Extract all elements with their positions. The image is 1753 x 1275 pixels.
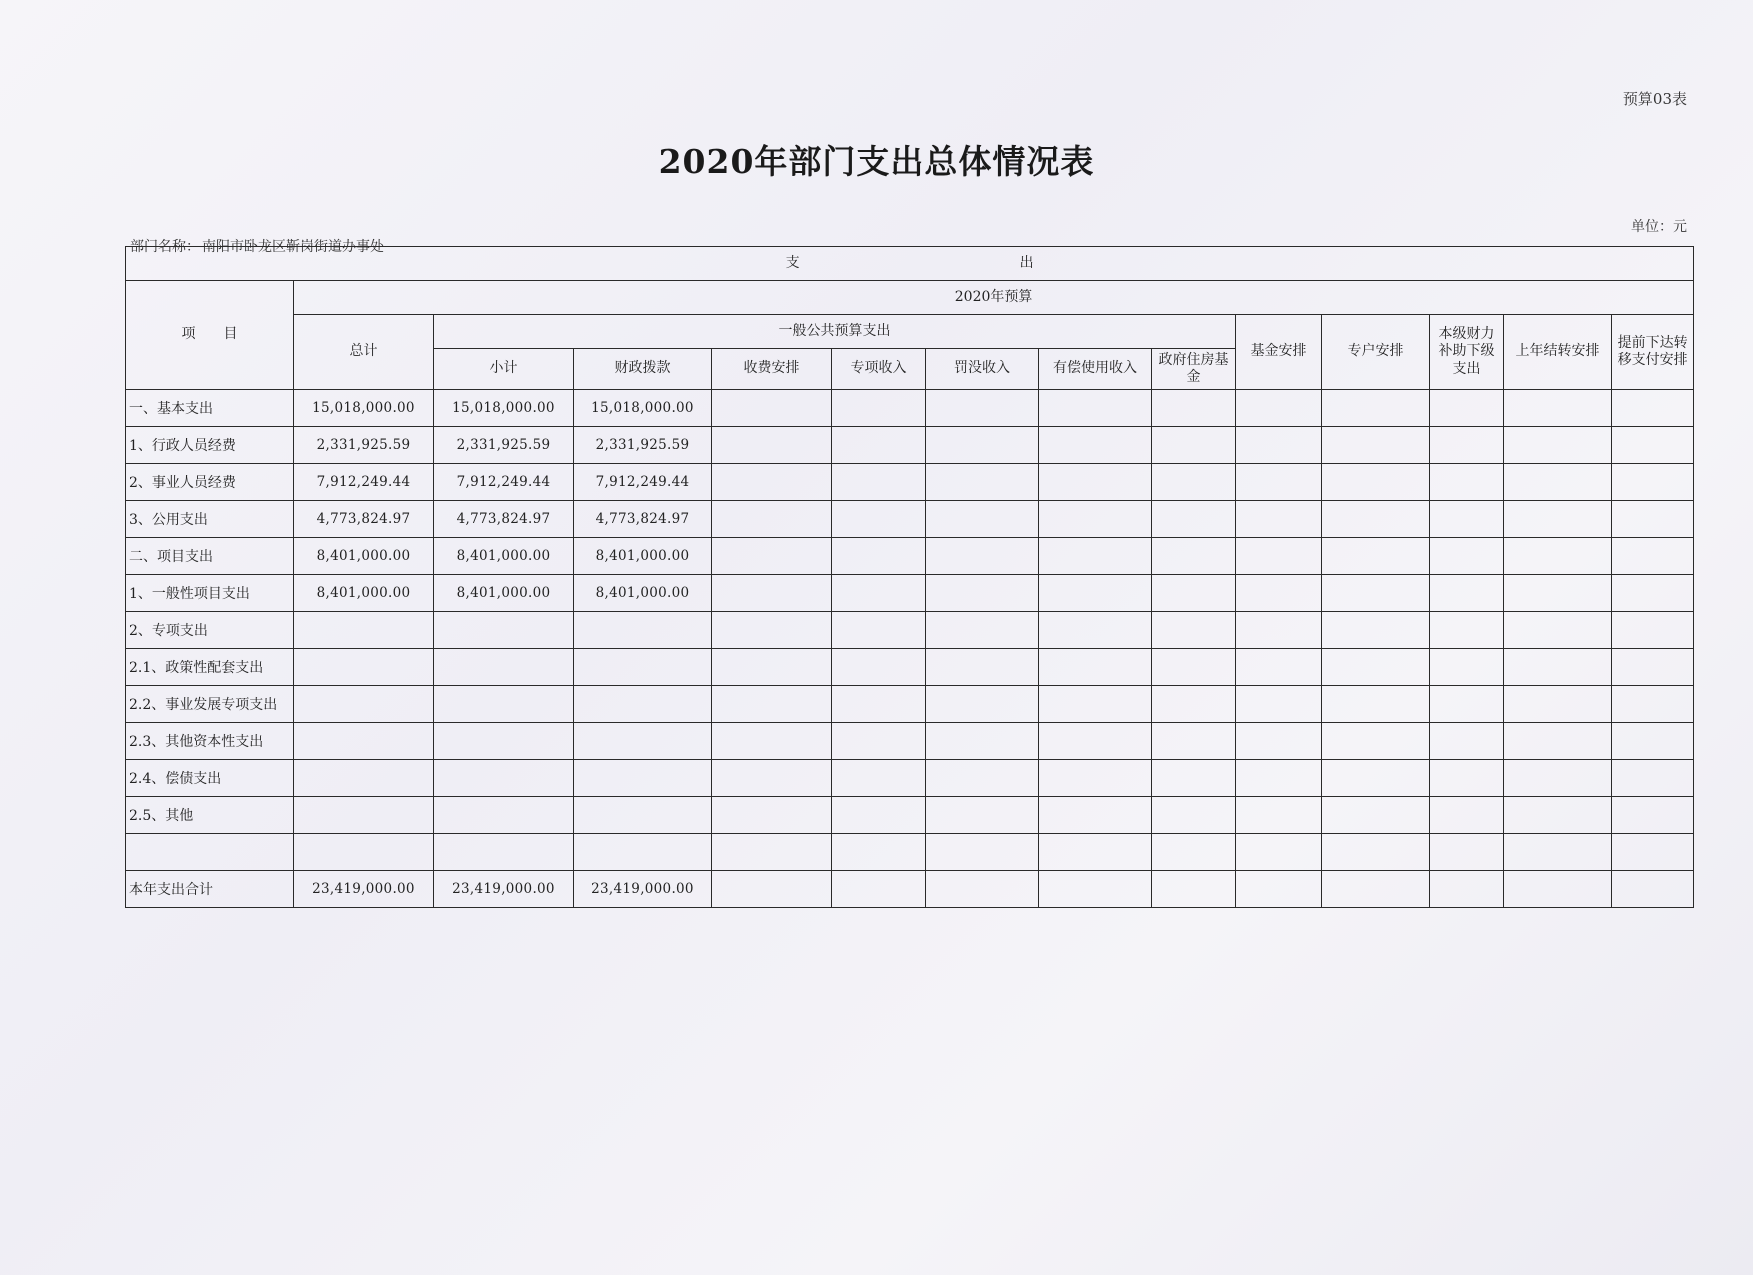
row-label: 2.1、政策性配套支出 xyxy=(126,649,294,686)
empty-cell xyxy=(1152,723,1236,760)
cell-fiscal xyxy=(574,612,712,649)
empty-cell xyxy=(1236,760,1322,797)
empty-cell xyxy=(1152,871,1236,908)
empty-cell xyxy=(1236,575,1322,612)
table-body xyxy=(126,390,1694,908)
empty-cell xyxy=(1152,612,1236,649)
cell-fiscal xyxy=(574,723,712,760)
empty-cell xyxy=(1612,501,1694,538)
empty-cell xyxy=(926,760,1039,797)
empty-cell xyxy=(1236,871,1322,908)
cell-total xyxy=(294,760,434,797)
empty-cell xyxy=(1322,686,1430,723)
empty-cell xyxy=(1322,649,1430,686)
empty-cell xyxy=(1430,871,1504,908)
empty-cell xyxy=(1612,723,1694,760)
header-fund: 基金安排 xyxy=(1236,315,1322,390)
header-year-budget: 2020年预算 xyxy=(294,281,1694,315)
empty-cell xyxy=(1322,871,1430,908)
empty-cell xyxy=(1504,427,1612,464)
cell-fiscal: 8,401,000.00 xyxy=(574,538,712,575)
empty-cell xyxy=(1236,390,1322,427)
empty-cell xyxy=(1612,760,1694,797)
cell-total: 15,018,000.00 xyxy=(294,390,434,427)
empty-cell xyxy=(1039,612,1152,649)
empty-cell xyxy=(712,834,832,871)
empty-cell xyxy=(1504,834,1612,871)
cell-subtotal: 2,331,925.59 xyxy=(434,427,574,464)
empty-cell xyxy=(1236,427,1322,464)
empty-cell xyxy=(1430,390,1504,427)
header-fiscal: 财政拨款 xyxy=(574,349,712,390)
cell-total: 2,331,925.59 xyxy=(294,427,434,464)
header-expenditure-a: 支 xyxy=(785,254,800,271)
empty-cell xyxy=(1504,501,1612,538)
empty-cell xyxy=(1152,427,1236,464)
empty-cell xyxy=(712,649,832,686)
empty-cell xyxy=(926,834,1039,871)
empty-cell xyxy=(1612,427,1694,464)
header-paid-use: 有偿使用收入 xyxy=(1039,349,1152,390)
table-code: 预算03表 xyxy=(1622,90,1687,108)
empty-cell xyxy=(1039,427,1152,464)
empty-cell xyxy=(926,723,1039,760)
empty-cell xyxy=(1152,797,1236,834)
expenditure-table xyxy=(125,246,1694,908)
header-expenditure-b: 出 xyxy=(1019,254,1034,271)
cell-total xyxy=(294,723,434,760)
empty-cell xyxy=(712,390,832,427)
empty-cell xyxy=(926,464,1039,501)
empty-cell xyxy=(832,797,926,834)
empty-cell xyxy=(1039,834,1152,871)
table-row xyxy=(126,686,1694,723)
empty-cell xyxy=(1236,797,1322,834)
cell-fiscal xyxy=(574,797,712,834)
row-label: 一、基本支出 xyxy=(126,390,294,427)
empty-cell xyxy=(1322,834,1430,871)
table-row xyxy=(126,723,1694,760)
header-general-budget: 一般公共预算支出 xyxy=(434,315,1236,349)
row-label: 二、项目支出 xyxy=(126,538,294,575)
table-row xyxy=(126,871,1694,908)
cell-subtotal xyxy=(434,649,574,686)
empty-cell xyxy=(1612,686,1694,723)
table-row xyxy=(126,538,1694,575)
row-label xyxy=(126,834,294,871)
empty-cell xyxy=(1430,760,1504,797)
cell-fiscal xyxy=(574,686,712,723)
row-label: 2.3、其他资本性支出 xyxy=(126,723,294,760)
table-row xyxy=(126,834,1694,871)
empty-cell xyxy=(1039,760,1152,797)
header-expenditure xyxy=(126,247,1694,281)
empty-cell xyxy=(1152,464,1236,501)
empty-cell xyxy=(1612,871,1694,908)
table-row xyxy=(126,390,1694,427)
empty-cell xyxy=(1430,686,1504,723)
header-transfer: 提前下达转移支付安排 xyxy=(1612,315,1694,390)
row-label: 1、行政人员经费 xyxy=(126,427,294,464)
empty-cell xyxy=(1322,760,1430,797)
empty-cell xyxy=(1039,723,1152,760)
empty-cell xyxy=(1504,723,1612,760)
empty-cell xyxy=(1430,649,1504,686)
cell-subtotal: 23,419,000.00 xyxy=(434,871,574,908)
table-row xyxy=(126,797,1694,834)
row-label: 3、公用支出 xyxy=(126,501,294,538)
cell-total: 4,773,824.97 xyxy=(294,501,434,538)
empty-cell xyxy=(712,575,832,612)
empty-cell xyxy=(1430,723,1504,760)
cell-subtotal xyxy=(434,723,574,760)
empty-cell xyxy=(1236,834,1322,871)
empty-cell xyxy=(1236,538,1322,575)
empty-cell xyxy=(1504,760,1612,797)
empty-cell xyxy=(832,871,926,908)
cell-total xyxy=(294,686,434,723)
cell-subtotal xyxy=(434,760,574,797)
empty-cell xyxy=(832,649,926,686)
empty-cell xyxy=(1152,390,1236,427)
cell-subtotal: 8,401,000.00 xyxy=(434,575,574,612)
empty-cell xyxy=(1236,686,1322,723)
row-label: 2.4、偿债支出 xyxy=(126,760,294,797)
cell-subtotal: 15,018,000.00 xyxy=(434,390,574,427)
cell-total: 8,401,000.00 xyxy=(294,575,434,612)
empty-cell xyxy=(1039,464,1152,501)
empty-cell xyxy=(926,871,1039,908)
empty-cell xyxy=(1430,834,1504,871)
empty-cell xyxy=(1612,612,1694,649)
empty-cell xyxy=(1504,797,1612,834)
empty-cell xyxy=(1236,501,1322,538)
cell-subtotal: 7,912,249.44 xyxy=(434,464,574,501)
empty-cell xyxy=(1236,649,1322,686)
header-item: 项 目 xyxy=(126,281,294,390)
empty-cell xyxy=(1322,427,1430,464)
empty-cell xyxy=(712,538,832,575)
table-row xyxy=(126,464,1694,501)
empty-cell xyxy=(1236,612,1322,649)
cell-fiscal xyxy=(574,649,712,686)
empty-cell xyxy=(1322,612,1430,649)
empty-cell xyxy=(712,501,832,538)
department-name: 南阳市卧龙区靳岗街道办事处 xyxy=(202,239,384,255)
header-carryover: 上年结转安排 xyxy=(1504,315,1612,390)
cell-subtotal xyxy=(434,797,574,834)
empty-cell xyxy=(1039,501,1152,538)
cell-fiscal: 2,331,925.59 xyxy=(574,427,712,464)
empty-cell xyxy=(1039,649,1152,686)
cell-fiscal xyxy=(574,834,712,871)
empty-cell xyxy=(832,760,926,797)
empty-cell xyxy=(1152,834,1236,871)
cell-total xyxy=(294,834,434,871)
empty-cell xyxy=(832,464,926,501)
empty-cell xyxy=(832,538,926,575)
empty-cell xyxy=(926,427,1039,464)
empty-cell xyxy=(832,723,926,760)
empty-cell xyxy=(926,686,1039,723)
table-row xyxy=(126,575,1694,612)
empty-cell xyxy=(1236,723,1322,760)
header-fees: 收费安排 xyxy=(712,349,832,390)
empty-cell xyxy=(1612,538,1694,575)
table-row xyxy=(126,649,1694,686)
cell-total: 8,401,000.00 xyxy=(294,538,434,575)
empty-cell xyxy=(1039,871,1152,908)
cell-total: 7,912,249.44 xyxy=(294,464,434,501)
row-label: 2、事业人员经费 xyxy=(126,464,294,501)
empty-cell xyxy=(1612,834,1694,871)
empty-cell xyxy=(712,760,832,797)
header-fines: 罚没收入 xyxy=(926,349,1039,390)
empty-cell xyxy=(1430,797,1504,834)
row-label: 1、一般性项目支出 xyxy=(126,575,294,612)
empty-cell xyxy=(926,649,1039,686)
row-label: 2.5、其他 xyxy=(126,797,294,834)
cell-fiscal: 23,419,000.00 xyxy=(574,871,712,908)
cell-fiscal: 7,912,249.44 xyxy=(574,464,712,501)
empty-cell xyxy=(1322,390,1430,427)
empty-cell xyxy=(1612,575,1694,612)
empty-cell xyxy=(926,575,1039,612)
empty-cell xyxy=(1322,797,1430,834)
empty-cell xyxy=(926,797,1039,834)
empty-cell xyxy=(1504,871,1612,908)
header-subtotal: 小计 xyxy=(434,349,574,390)
empty-cell xyxy=(1612,649,1694,686)
empty-cell xyxy=(1612,797,1694,834)
empty-cell xyxy=(1322,723,1430,760)
empty-cell xyxy=(832,390,926,427)
empty-cell xyxy=(1152,760,1236,797)
row-label: 2、专项支出 xyxy=(126,612,294,649)
empty-cell xyxy=(1504,649,1612,686)
cell-subtotal xyxy=(434,686,574,723)
empty-cell xyxy=(712,723,832,760)
empty-cell xyxy=(832,612,926,649)
header-special-income: 专项收入 xyxy=(832,349,926,390)
table-row xyxy=(126,612,1694,649)
empty-cell xyxy=(1504,575,1612,612)
cell-total xyxy=(294,649,434,686)
empty-cell xyxy=(1152,649,1236,686)
cell-total xyxy=(294,612,434,649)
table-row xyxy=(126,427,1694,464)
empty-cell xyxy=(1430,427,1504,464)
empty-cell xyxy=(926,538,1039,575)
empty-cell xyxy=(1430,464,1504,501)
empty-cell xyxy=(832,501,926,538)
empty-cell xyxy=(1039,390,1152,427)
empty-cell xyxy=(832,575,926,612)
empty-cell xyxy=(926,501,1039,538)
header-housing-fund: 政府住房基金 xyxy=(1152,349,1236,390)
cell-subtotal xyxy=(434,834,574,871)
page-title: 2020年部门支出总体情况表 xyxy=(658,142,1095,181)
empty-cell xyxy=(926,612,1039,649)
empty-cell xyxy=(1039,686,1152,723)
header-subsidy: 本级财力补助下级支出 xyxy=(1430,315,1504,390)
empty-cell xyxy=(1152,501,1236,538)
unit-label: 单位：元 xyxy=(1631,219,1687,235)
empty-cell xyxy=(1236,464,1322,501)
row-label: 2.2、事业发展专项支出 xyxy=(126,686,294,723)
empty-cell xyxy=(1039,797,1152,834)
empty-cell xyxy=(1612,464,1694,501)
empty-cell xyxy=(832,427,926,464)
empty-cell xyxy=(1430,575,1504,612)
cell-total xyxy=(294,797,434,834)
empty-cell xyxy=(712,871,832,908)
cell-subtotal: 8,401,000.00 xyxy=(434,538,574,575)
header-special-account: 专户安排 xyxy=(1322,315,1430,390)
empty-cell xyxy=(1322,575,1430,612)
empty-cell xyxy=(1430,612,1504,649)
cell-subtotal xyxy=(434,612,574,649)
empty-cell xyxy=(1612,390,1694,427)
empty-cell xyxy=(712,464,832,501)
empty-cell xyxy=(1504,390,1612,427)
cell-fiscal xyxy=(574,760,712,797)
empty-cell xyxy=(1504,538,1612,575)
cell-fiscal: 15,018,000.00 xyxy=(574,390,712,427)
empty-cell xyxy=(712,612,832,649)
table-row xyxy=(126,760,1694,797)
empty-cell xyxy=(1430,538,1504,575)
table-row xyxy=(126,501,1694,538)
empty-cell xyxy=(926,390,1039,427)
empty-cell xyxy=(1430,501,1504,538)
cell-fiscal: 4,773,824.97 xyxy=(574,501,712,538)
empty-cell xyxy=(1152,575,1236,612)
empty-cell xyxy=(1152,686,1236,723)
row-label: 本年支出合计 xyxy=(126,871,294,908)
empty-cell xyxy=(1322,501,1430,538)
empty-cell xyxy=(1322,464,1430,501)
empty-cell xyxy=(1039,575,1152,612)
empty-cell xyxy=(832,834,926,871)
empty-cell xyxy=(1152,538,1236,575)
cell-subtotal: 4,773,824.97 xyxy=(434,501,574,538)
empty-cell xyxy=(832,686,926,723)
empty-cell xyxy=(712,797,832,834)
empty-cell xyxy=(1504,686,1612,723)
cell-fiscal: 8,401,000.00 xyxy=(574,575,712,612)
empty-cell xyxy=(1504,612,1612,649)
header-total: 总计 xyxy=(294,315,434,390)
empty-cell xyxy=(712,686,832,723)
department-label: 部门名称： xyxy=(130,239,200,255)
cell-total: 23,419,000.00 xyxy=(294,871,434,908)
empty-cell xyxy=(712,427,832,464)
empty-cell xyxy=(1504,464,1612,501)
empty-cell xyxy=(1039,538,1152,575)
empty-cell xyxy=(1322,538,1430,575)
